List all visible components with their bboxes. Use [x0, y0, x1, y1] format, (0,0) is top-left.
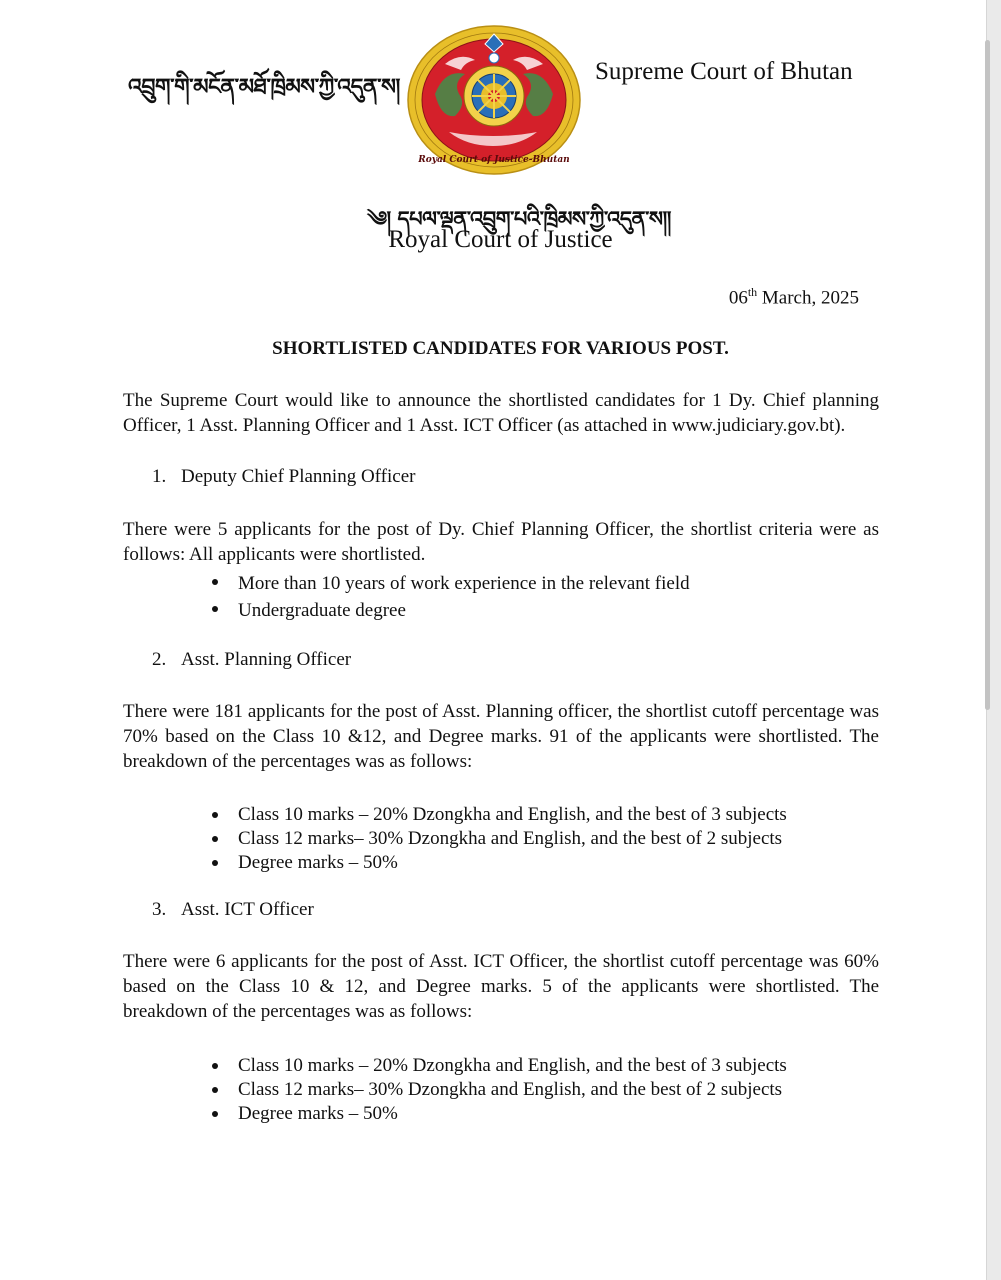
- section-title: Asst. Planning Officer: [181, 649, 352, 670]
- dzongkha-court-name: འབྲུག་གི་མངོན་མཐོ་ཁྲིམས་ཀྱི་འདུན་ས།: [128, 75, 400, 100]
- list-item: Undergraduate degree: [211, 597, 690, 624]
- scrollbar-thumb[interactable]: [985, 40, 990, 710]
- svg-text:Royal Court of Justice-Bhutan: Royal Court of Justice-Bhutan: [418, 155, 570, 165]
- marks-breakdown-list: [211, 1054, 787, 1126]
- date-suffix: th: [747, 285, 758, 299]
- section-number: 3.: [152, 899, 167, 920]
- section-title: Deputy Chief Planning Officer: [181, 466, 416, 487]
- royal-court-seal-icon: [405, 24, 583, 176]
- list-item: Degree marks – 50%: [211, 851, 787, 875]
- subtitle-royal-court: Royal Court of Justice: [388, 226, 613, 253]
- section-number: 1.: [152, 466, 167, 487]
- document-title: SHORTLISTED CANDIDATES FOR VARIOUS POST.: [272, 338, 729, 359]
- date-rest: March, 2025: [757, 287, 859, 309]
- section-paragraph: There were 6 applicants for the post of Asst. ICT Officer, the shortlist cutoff percentage was 60% based on the Class 10 & 12, and Degree marks. 5 of the applicants were shortlisted. The breakdown of the percentages was as follows:: [123, 951, 879, 1022]
- marks-breakdown-list: [211, 803, 787, 875]
- list-item: More than 10 years of work experience in the relevant field: [211, 570, 690, 597]
- list-item: Class 12 marks– 30% Dzongkha and English, and the best of 2 subjects: [211, 827, 787, 851]
- criteria-list: [211, 570, 690, 624]
- document-date: [729, 285, 859, 309]
- list-item: Class 10 marks – 20% Dzongkha and English, and the best of 3 subjects: [211, 803, 787, 827]
- dzongkha-subtitle: ༄། དཔལ་ལྡན་འབྲུག་པའི་ཁྲིམས་ཀྱི་འདུན་ས།།: [367, 207, 671, 231]
- section-heading: [152, 466, 415, 488]
- intro-paragraph: The Supreme Court would like to announce the shortlisted candidates for 1 Dy. Chief planning Officer, 1 Asst. Planning Officer and 1 Asst. ICT Officer (as attached in www.judiciary.gov.bt).: [123, 390, 879, 436]
- court-name-english: Supreme Court of Bhutan: [595, 58, 853, 85]
- date-day: 06: [728, 287, 748, 309]
- section-number: 2.: [152, 649, 167, 670]
- section-paragraph: There were 181 applicants for the post of Asst. Planning officer, the shortlist cutoff percentage was 70% based on the Class 10 &12, and Degree marks. 91 of the applicants were shortlisted. The breakdown of the percentages was as follows:: [123, 701, 879, 772]
- section-paragraph: There were 5 applicants for the post of Dy. Chief Planning Officer, the shortlist criteria were as follows: All applicants were shortlisted.: [123, 519, 879, 565]
- section-heading: [152, 649, 351, 671]
- section-heading: [152, 899, 314, 921]
- section-title: Asst. ICT Officer: [181, 899, 314, 920]
- list-item: Degree marks – 50%: [211, 1102, 787, 1126]
- list-item: Class 10 marks – 20% Dzongkha and English, and the best of 3 subjects: [211, 1054, 787, 1078]
- list-item: Class 12 marks– 30% Dzongkha and English, and the best of 2 subjects: [211, 1078, 787, 1102]
